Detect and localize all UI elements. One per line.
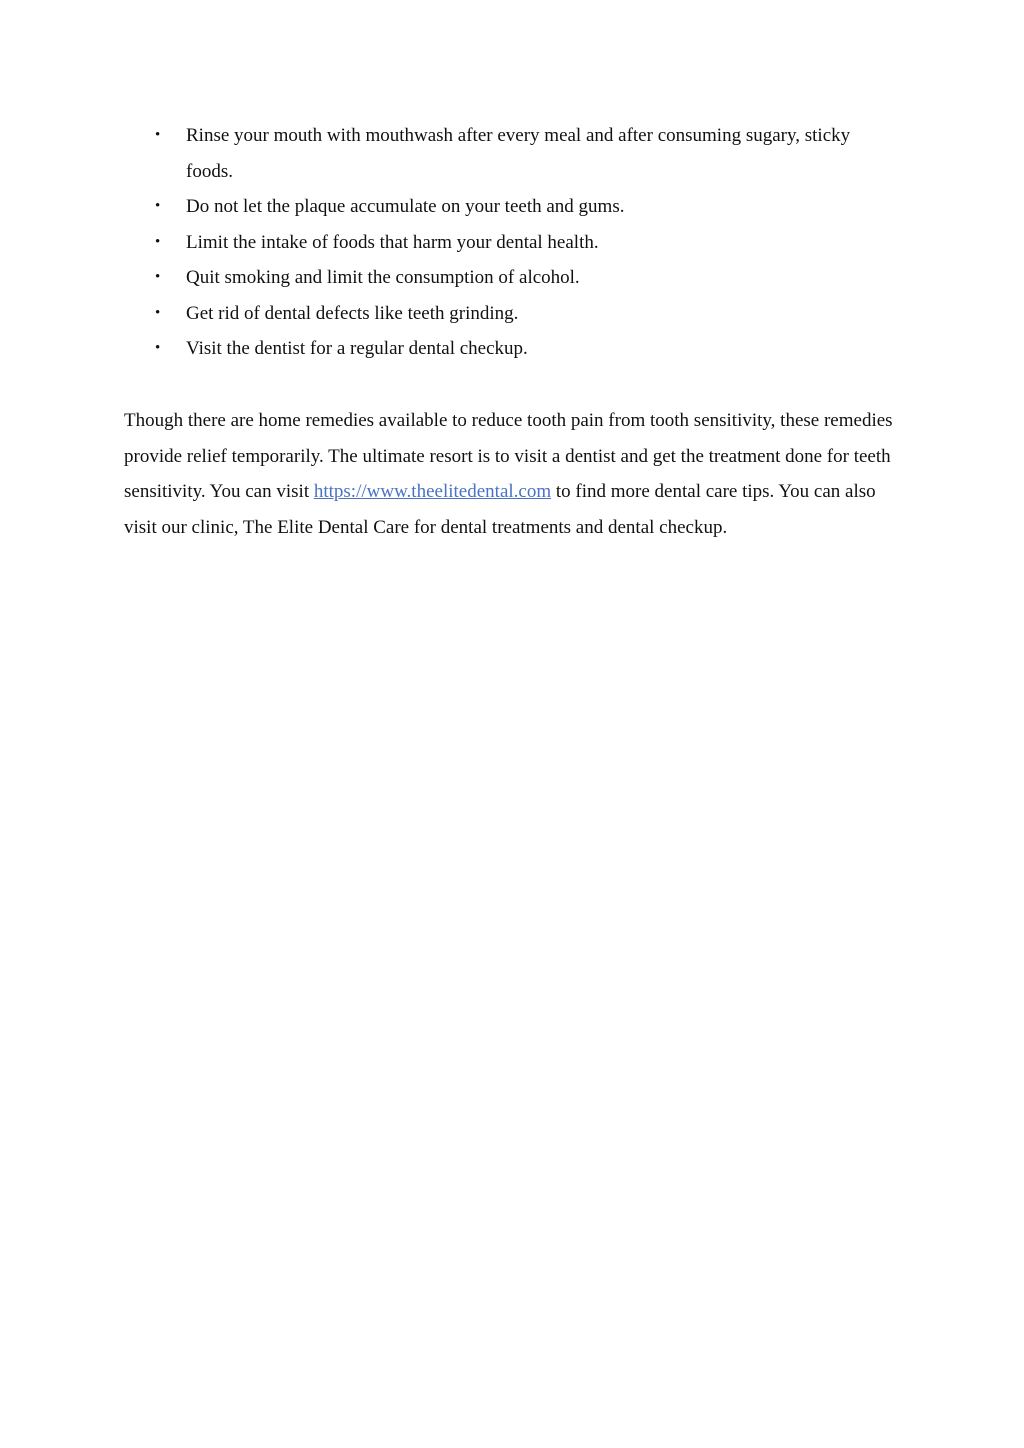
paragraph-text-before-link: Though there are home remedies available to reduce tooth pain from tooth sensitivity, these remedies provide relief temporarily. The ultimate resort is to visit a dentist and get the treatment done for teeth sensitivity. You can visit xyxy=(124,410,893,503)
list-item-text: Visit the dentist for a regular dental checkup. xyxy=(186,338,528,359)
list-item xyxy=(124,189,884,225)
tips-bullet-list xyxy=(124,118,884,367)
paragraph-text-after-link: to find more dental care tips. You can also visit our clinic, The Elite Dental Care for dental treatments and dental checkup. xyxy=(124,481,876,538)
website-link[interactable]: https://www.theelitedental.com xyxy=(313,481,552,503)
bullet-icon: • xyxy=(155,127,161,143)
bullet-icon: • xyxy=(155,304,161,321)
list-item-text: Get rid of dental defects like teeth grinding. xyxy=(186,302,519,324)
bullet-icon: • xyxy=(155,269,161,285)
list-item xyxy=(124,260,884,296)
bullet-icon: • xyxy=(155,340,161,356)
closing-paragraph xyxy=(124,403,894,545)
list-item-text: Limit the intake of foods that harm your dental health. xyxy=(186,231,599,253)
bullet-icon: • xyxy=(155,233,161,250)
list-item-text: Do not let the plaque accumulate on your teeth and gums. xyxy=(186,196,625,217)
list-item-text: Rinse your mouth with mouthwash after every meal and after consuming sugary, sticky foods. xyxy=(186,125,851,182)
list-item-text: Quit smoking and limit the consumption of alcohol. xyxy=(186,267,580,288)
list-item xyxy=(124,225,884,261)
list-item xyxy=(124,118,884,189)
list-item xyxy=(124,296,884,332)
bullet-icon: • xyxy=(155,198,161,214)
list-item xyxy=(124,331,884,367)
